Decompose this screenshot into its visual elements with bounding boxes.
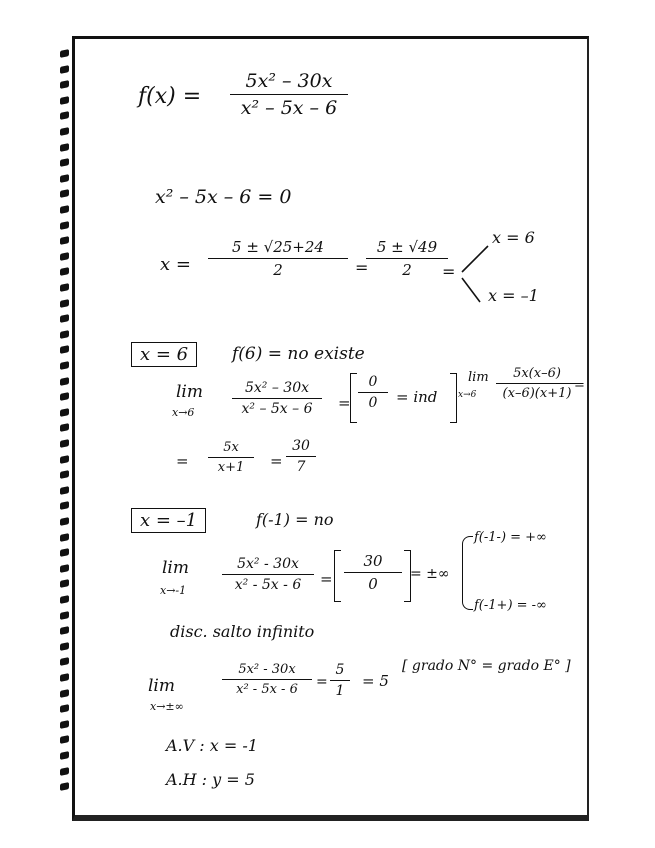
- inf-eq1: =: [316, 674, 328, 690]
- function-numerator: 5x² – 30x: [245, 70, 333, 92]
- case-x-1-lim-sub: x→-1: [160, 584, 187, 597]
- inf-note: [ grado N° = grado E° ]: [402, 658, 571, 674]
- case-x6-br-num: 0: [368, 374, 378, 390]
- case-x6-br-den: 0: [368, 395, 378, 411]
- case-x6-result-den: 7: [296, 459, 306, 475]
- case-x6-ind: = ind: [396, 388, 438, 406]
- quadratic-den-1: 2: [273, 261, 283, 279]
- case-x-1-side-right: f(-1+) = -∞: [474, 598, 547, 613]
- case-x-1-title: f(-1) = no: [256, 510, 334, 529]
- case-x6-result-num: 30: [292, 438, 310, 454]
- case-x6-line2-eq: =: [176, 452, 189, 470]
- case-x-1-den: x² - 5x - 6: [234, 577, 302, 593]
- case-x-1-br-num: 30: [363, 552, 383, 570]
- inf-result: = 5: [362, 672, 389, 690]
- case-x6-lim: lim: [176, 382, 203, 402]
- case-x-1-side-left: f(-1-) = +∞: [474, 530, 547, 545]
- case-x6-simplified-den: x+1: [217, 460, 245, 475]
- inf-num: 5x² - 30x: [238, 662, 296, 677]
- case-x-1-br-den: 0: [368, 575, 378, 593]
- quadratic-lhs: x =: [160, 254, 191, 275]
- inf-lim-sub: x→±∞: [150, 700, 184, 713]
- case-x6-lim-sub: x→6: [172, 406, 195, 419]
- quadratic-eq-1: =: [355, 258, 369, 277]
- case-x6-den: x² – 5x – 6: [241, 401, 313, 417]
- case-x-1-eq: =: [320, 570, 333, 588]
- case-x6-factored-den: (x–6)(x+1): [502, 386, 572, 401]
- case-x-1-note: disc. salto infinito: [170, 622, 315, 641]
- quadratic-num-2: 5 ± √49: [376, 238, 438, 256]
- case-x6-box: x = 6: [131, 342, 197, 367]
- case-x-1-box: x = –1: [131, 508, 206, 533]
- denominator-equation: x² – 5x – 6 = 0: [155, 186, 292, 208]
- root-1: x = 6: [492, 228, 535, 247]
- case-x6-num: 5x² – 30x: [244, 380, 310, 396]
- quadratic-num-1: 5 ± √25+24: [232, 238, 324, 256]
- case-x-1-pm: = ±∞: [410, 566, 450, 582]
- quadratic-eq-2: =: [442, 262, 456, 281]
- case-x6-lim2-sub: x→6: [458, 390, 477, 400]
- root-2: x = –1: [488, 286, 539, 305]
- vertical-asymptote: A.V : x = -1: [166, 736, 258, 755]
- case-x-1-lim: lim: [162, 558, 189, 578]
- inf-ratio-num: 5: [335, 662, 345, 678]
- function-denominator: x² – 5x – 6: [240, 97, 338, 119]
- inf-ratio-den: 1: [335, 683, 345, 699]
- case-x6-title: f(6) = no existe: [232, 344, 365, 364]
- case-x-1-num: 5x² - 30x: [237, 556, 299, 572]
- case-x6-lim2: lim: [468, 370, 489, 385]
- case-x6-eq-end: =: [574, 378, 585, 393]
- horizontal-asymptote: A.H : y = 5: [166, 770, 255, 789]
- inf-den: x² - 5x - 6: [236, 682, 298, 697]
- function-lhs: f(x) =: [138, 84, 202, 109]
- case-x6-eq3: =: [270, 452, 283, 470]
- case-x6-simplified-num: 5x: [223, 440, 239, 455]
- case-x6-factored-num: 5x(x–6): [513, 366, 561, 381]
- inf-lim: lim: [148, 676, 175, 696]
- quadratic-den-2: 2: [402, 261, 412, 279]
- case-x6-eq: =: [338, 394, 351, 412]
